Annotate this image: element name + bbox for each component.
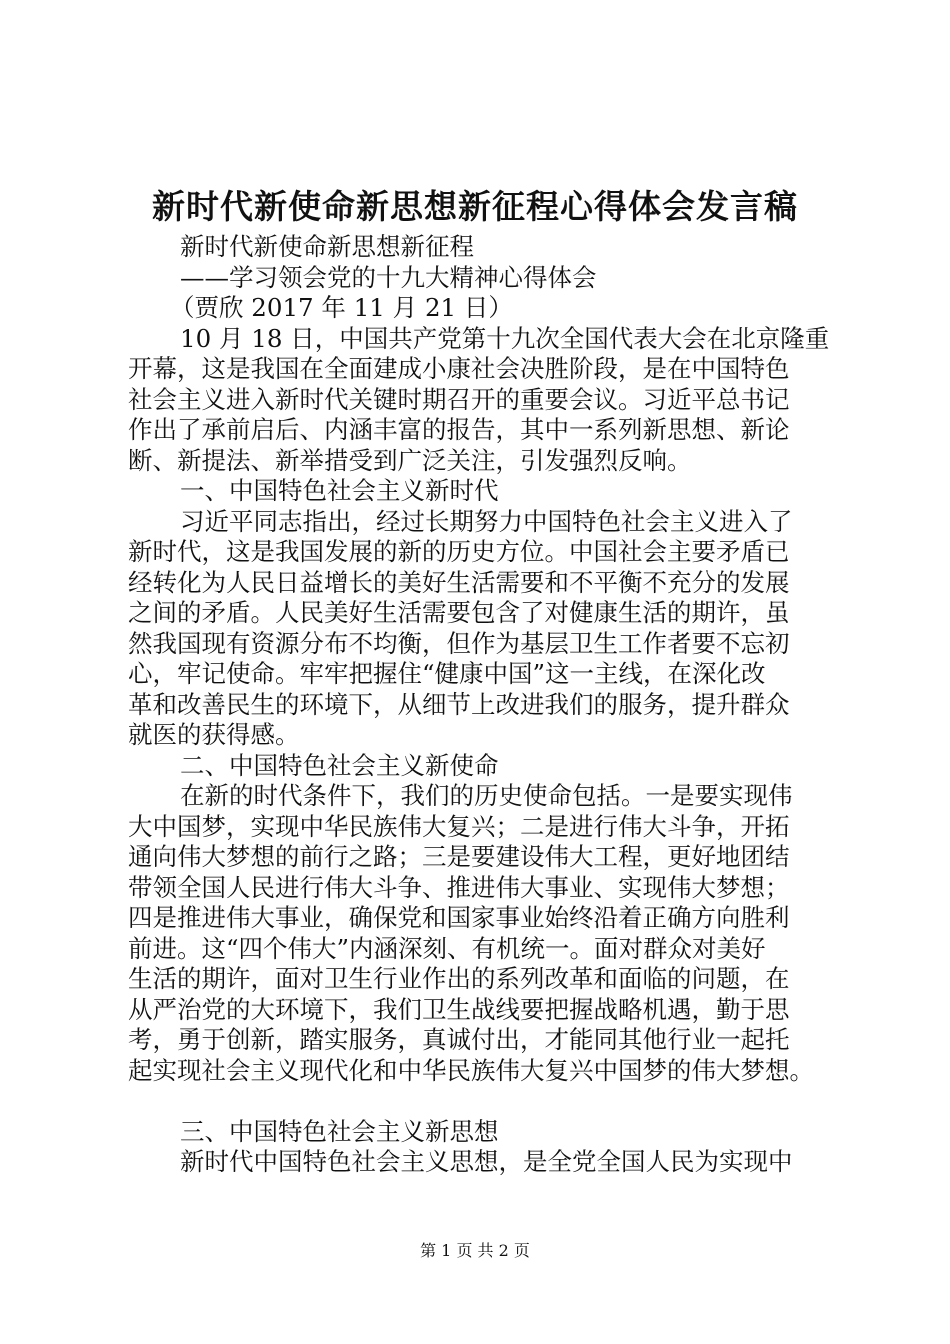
paragraph-line: 前进。这“四个伟大”内涵深刻、有机统一。面对群众对美好 <box>128 933 766 963</box>
paragraph-line: 四是推进伟大事业，确保党和国家事业始终沿着正确方向胜利 <box>128 903 790 932</box>
subtitle-line: 新时代新使命新思想新征程 <box>180 232 474 261</box>
paragraph-line: 断、新提法、新举措受到广泛关注，引发强烈反响。 <box>128 445 692 475</box>
author-date-line: （贾欣 2017 年 11 月 21 日） <box>170 293 513 322</box>
paragraph-line: 考，勇于创新，踏实服务，真诚付出，才能同其他行业一起托 <box>128 1025 790 1054</box>
paragraph-line: 10 月 18 日，中国共产党第十九次全国代表大会在北京隆重 <box>180 323 830 353</box>
paragraph-line: 之间的矛盾。人民美好生活需要包含了对健康生活的期许，虽 <box>128 598 790 627</box>
document-title: 新时代新使命新思想新征程心得体会发言稿 <box>152 187 798 226</box>
paragraph-line: 新时代，这是我国发展的新的历史方位。中国社会主要矛盾已 <box>128 537 790 566</box>
paragraph-line: 生活的期许，面对卫生行业作出的系列改革和面临的问题，在 <box>128 964 790 993</box>
paragraph-line: 然我国现有资源分布不均衡，但作为基层卫生工作者要不忘初 <box>128 628 790 658</box>
paragraph-line: 心，牢记使命。牢牢把握住“健康中国”这一主线，在深化改 <box>128 659 766 688</box>
paragraph-line: 起实现社会主义现代化和中华民族伟大复兴中国梦的伟大梦想。 <box>128 1055 814 1085</box>
paragraph-line: 带领全国人民进行伟大斗争、推进伟大事业、实现伟大梦想； <box>128 872 790 902</box>
blank-line <box>128 1086 838 1117</box>
paragraph-line: 习近平同志指出，经过长期努力中国特色社会主义进入了 <box>180 506 793 536</box>
section-heading: 三、中国特色社会主义新思想 <box>180 1116 499 1146</box>
paragraph-line: 在新的时代条件下，我们的历史使命包括。一是要实现伟 <box>180 781 793 810</box>
paragraph-line: 就医的获得感。 <box>128 720 300 749</box>
subtitle-line: ——学习领会党的十九大精神心得体会 <box>180 262 597 292</box>
paragraph-line: 社会主义进入新时代关键时期召开的重要会议。习近平总书记 <box>128 384 790 414</box>
section-heading: 一、中国特色社会主义新时代 <box>180 476 499 505</box>
paragraph-line: 作出了承前启后、内涵丰富的报告，其中一系列新思想、新论 <box>128 415 790 444</box>
paragraph-line: 通向伟大梦想的前行之路；三是要建设伟大工程，更好地团结 <box>128 842 790 871</box>
paragraph-line: 开幕，这是我国在全面建成小康社会决胜阶段，是在中国特色 <box>128 354 790 383</box>
paragraph-line: 经转化为人民日益增长的美好生活需要和不平衡不充分的发展 <box>128 567 790 597</box>
paragraph-line: 从严治党的大环境下，我们卫生战线要把握战略机遇，勤于思 <box>128 994 790 1024</box>
paragraph-line: 大中国梦，实现中华民族伟大复兴；二是进行伟大斗争，开拓 <box>128 811 790 841</box>
document-body <box>128 232 838 1178</box>
page-footer: 第 1 页 共 2 页 <box>420 1241 530 1260</box>
section-heading: 二、中国特色社会主义新使命 <box>180 750 499 780</box>
paragraph-line: 新时代中国特色社会主义思想，是全党全国人民为实现中 <box>180 1147 793 1176</box>
paragraph-line: 革和改善民生的环境下，从细节上改进我们的服务，提升群众 <box>128 689 790 719</box>
